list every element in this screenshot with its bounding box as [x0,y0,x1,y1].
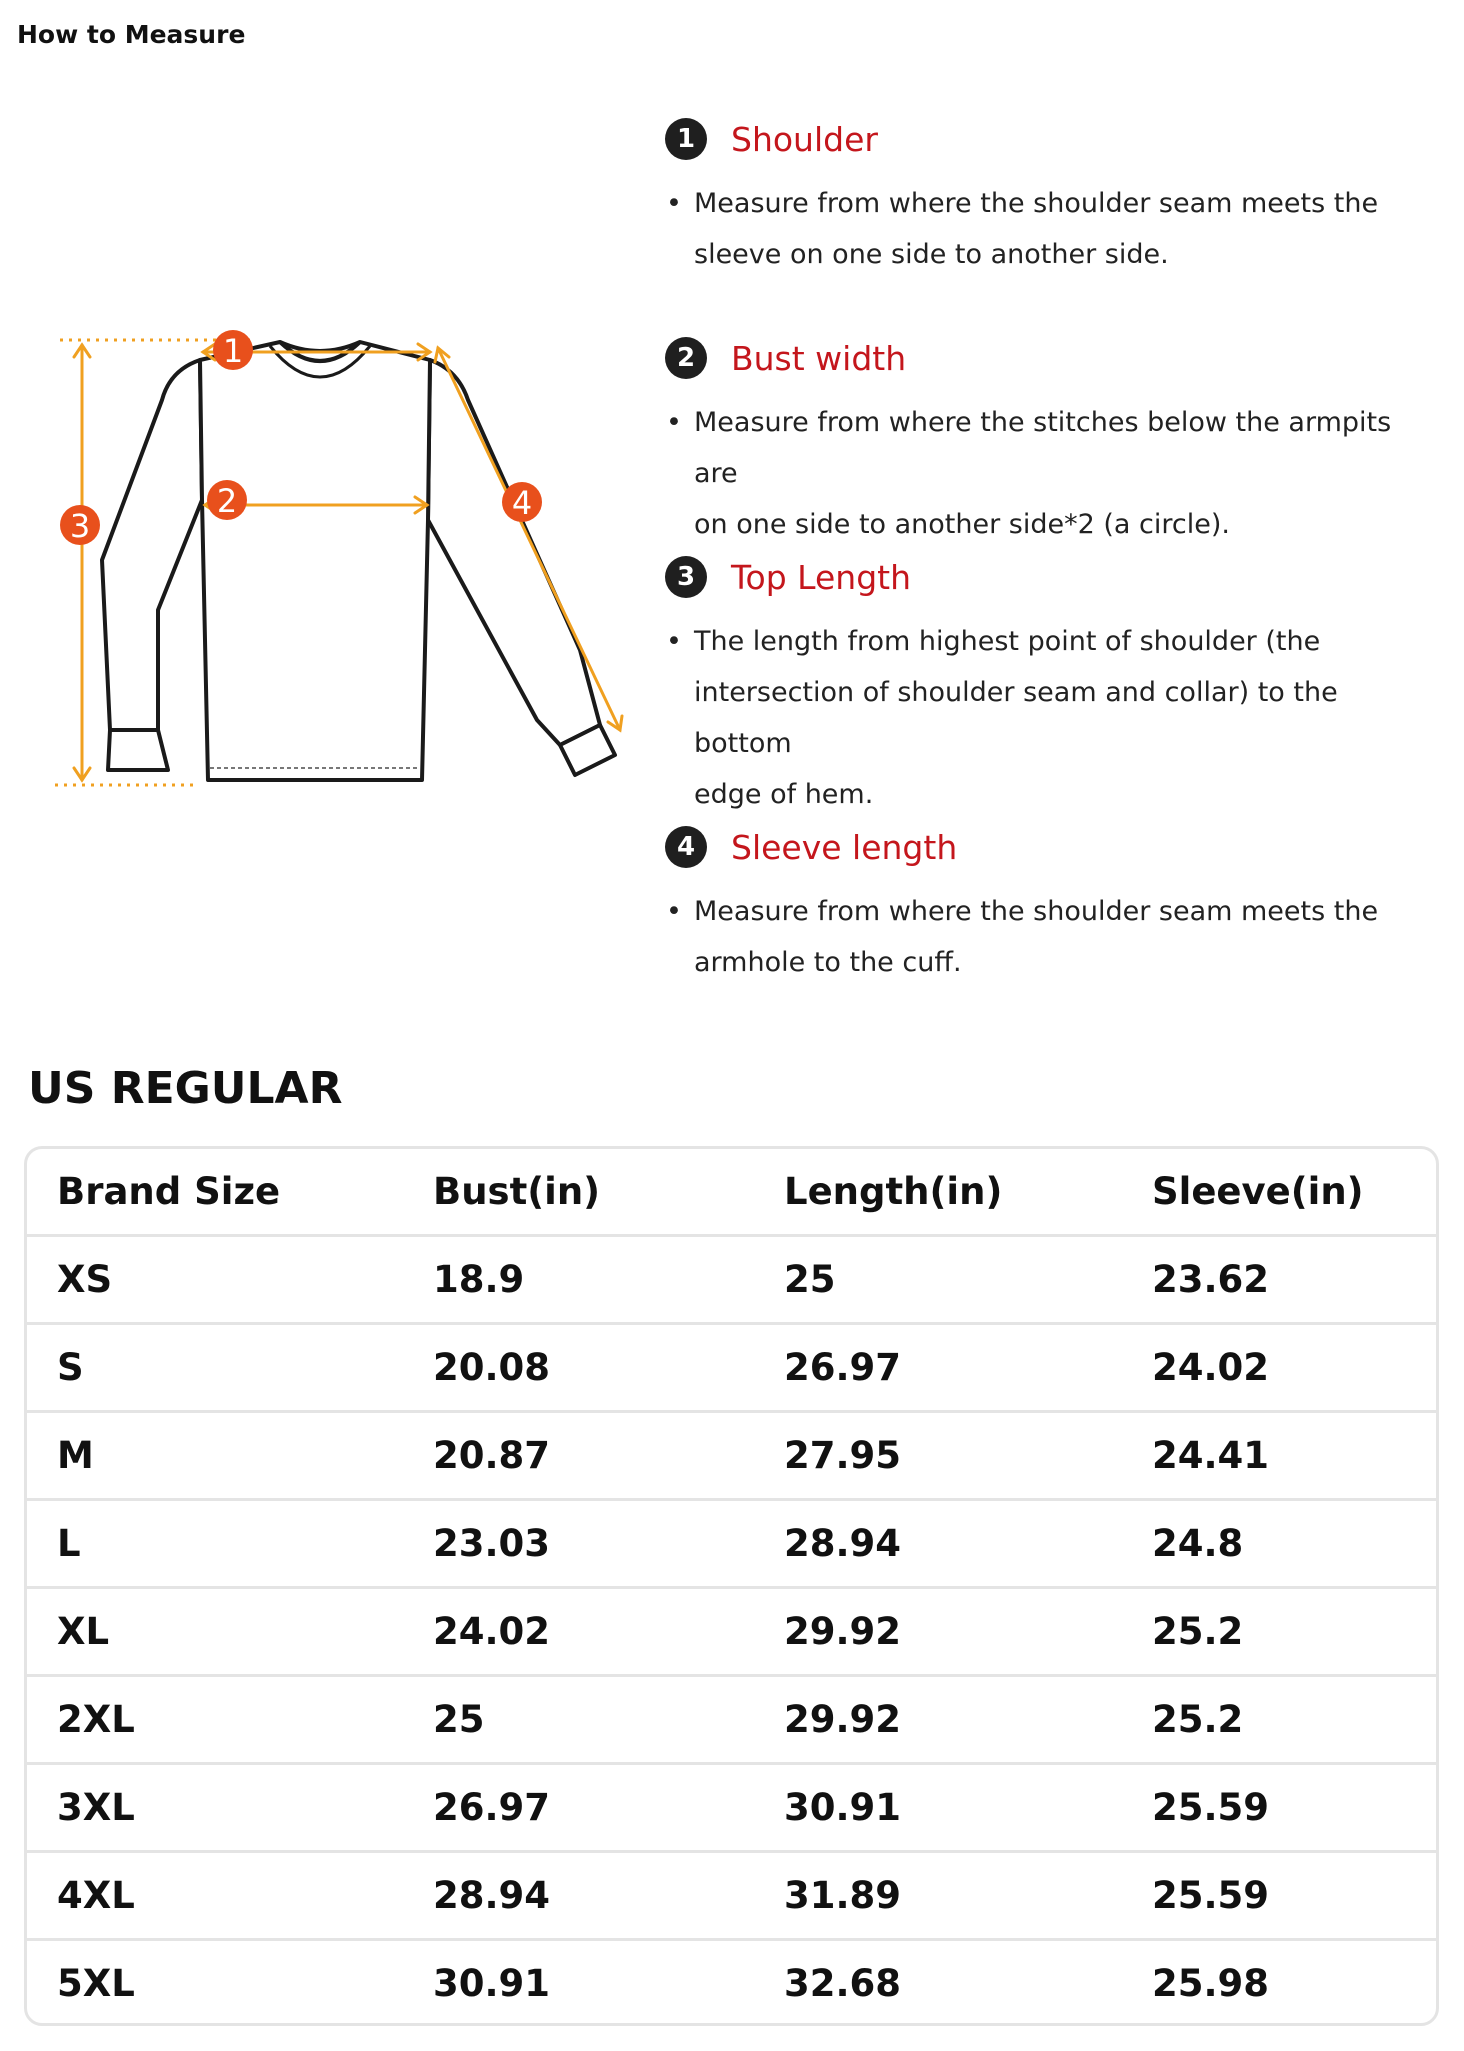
table-cell: 31.89 [784,1874,902,1917]
table-cell: 5XL [57,1962,135,2005]
table-cell: 24.41 [1152,1434,1270,1477]
instruction-line: sleeve on one side to another side. [694,239,1169,270]
instruction-line: Measure from where the shoulder seam meets the [694,896,1379,927]
table-row [27,1501,1436,1589]
table-cell: 24.8 [1152,1522,1244,1565]
table-cell: 24.02 [433,1610,551,1653]
instruction-line: intersection of shoulder seam and collar) to the bottom [694,677,1338,759]
number-badge: 1 [665,118,707,160]
table-cell: M [57,1434,94,1477]
bullet: • [666,626,682,657]
table-cell: 23.03 [433,1522,551,1565]
header-cell: Bust(in) [433,1170,601,1213]
bullet: • [666,188,682,219]
instruction-title: Top Length [731,557,912,597]
number-badge: 4 [665,826,707,868]
marker-3 [60,505,100,545]
header-cell: Length(in) [784,1170,1003,1213]
instruction-title: Sleeve length [731,827,958,867]
table-row [27,1237,1436,1325]
svg-text:1: 1 [222,332,244,370]
svg-text:3: 3 [69,507,91,545]
sweater-diagram [40,320,630,790]
marker-2 [207,480,247,520]
instruction-bust-width [665,335,1435,550]
table-row [27,1853,1436,1941]
table-cell: 30.91 [433,1962,551,2005]
table-row [27,1325,1436,1413]
bullet: • [666,407,682,438]
table-header-row [27,1149,1436,1237]
marker-1 [213,330,253,370]
table-cell: 23.62 [1152,1258,1270,1301]
table-cell: 4XL [57,1874,135,1917]
size-table [24,1146,1439,2026]
number-badge: 2 [665,337,707,379]
table-cell: 25 [433,1698,485,1741]
bullet: • [666,896,682,927]
marker-4 [502,482,542,522]
table-cell: 3XL [57,1786,135,1829]
table-cell: 25.59 [1152,1786,1270,1829]
table-cell: 18.9 [433,1258,525,1301]
instruction-line: The length from highest point of shoulder (the [694,626,1321,657]
table-cell: 24.02 [1152,1346,1270,1389]
svg-text:2: 2 [216,482,238,520]
table-cell: 29.92 [784,1698,902,1741]
header-cell: Brand Size [57,1170,281,1213]
table-cell: 20.08 [433,1346,551,1389]
instruction-line: Measure from where the stitches below the armpits are [694,407,1392,489]
number-badge: 3 [665,556,707,598]
instruction-top-length [665,554,1435,820]
table-cell: 25.2 [1152,1610,1244,1653]
table-cell: 25.2 [1152,1698,1244,1741]
instruction-line: edge of hem. [694,779,874,810]
table-cell: 29.92 [784,1610,902,1653]
table-cell: 25 [784,1258,836,1301]
table-row [27,1765,1436,1853]
table-cell: 32.68 [784,1962,902,2005]
table-cell: XL [57,1610,110,1653]
svg-text:4: 4 [511,484,533,522]
instruction-title: Bust width [731,338,907,378]
table-cell: 20.87 [433,1434,551,1477]
table-cell: L [57,1522,81,1565]
table-row [27,1677,1436,1765]
table-cell: 25.59 [1152,1874,1270,1917]
table-title: US REGULAR [28,1063,343,1114]
header-cell: Sleeve(in) [1152,1170,1364,1213]
instruction-title: Shoulder [731,119,878,159]
table-cell: 28.94 [784,1522,902,1565]
instruction-shoulder [665,116,1435,280]
table-cell: S [57,1346,84,1389]
table-row [27,1413,1436,1501]
table-row [27,1941,1436,2026]
table-cell: 2XL [57,1698,135,1741]
table-cell: 25.98 [1152,1962,1270,2005]
table-cell: XS [57,1258,113,1301]
table-cell: 28.94 [433,1874,551,1917]
table-cell: 26.97 [433,1786,551,1829]
page-title: How to Measure [17,20,246,49]
instruction-line: armhole to the cuff. [694,947,962,978]
instruction-sleeve-length [665,824,1435,988]
table-row [27,1589,1436,1677]
instruction-line: Measure from where the shoulder seam meets the [694,188,1379,219]
table-cell: 26.97 [784,1346,902,1389]
instruction-line: on one side to another side*2 (a circle). [694,509,1230,540]
table-cell: 27.95 [784,1434,902,1477]
table-cell: 30.91 [784,1786,902,1829]
